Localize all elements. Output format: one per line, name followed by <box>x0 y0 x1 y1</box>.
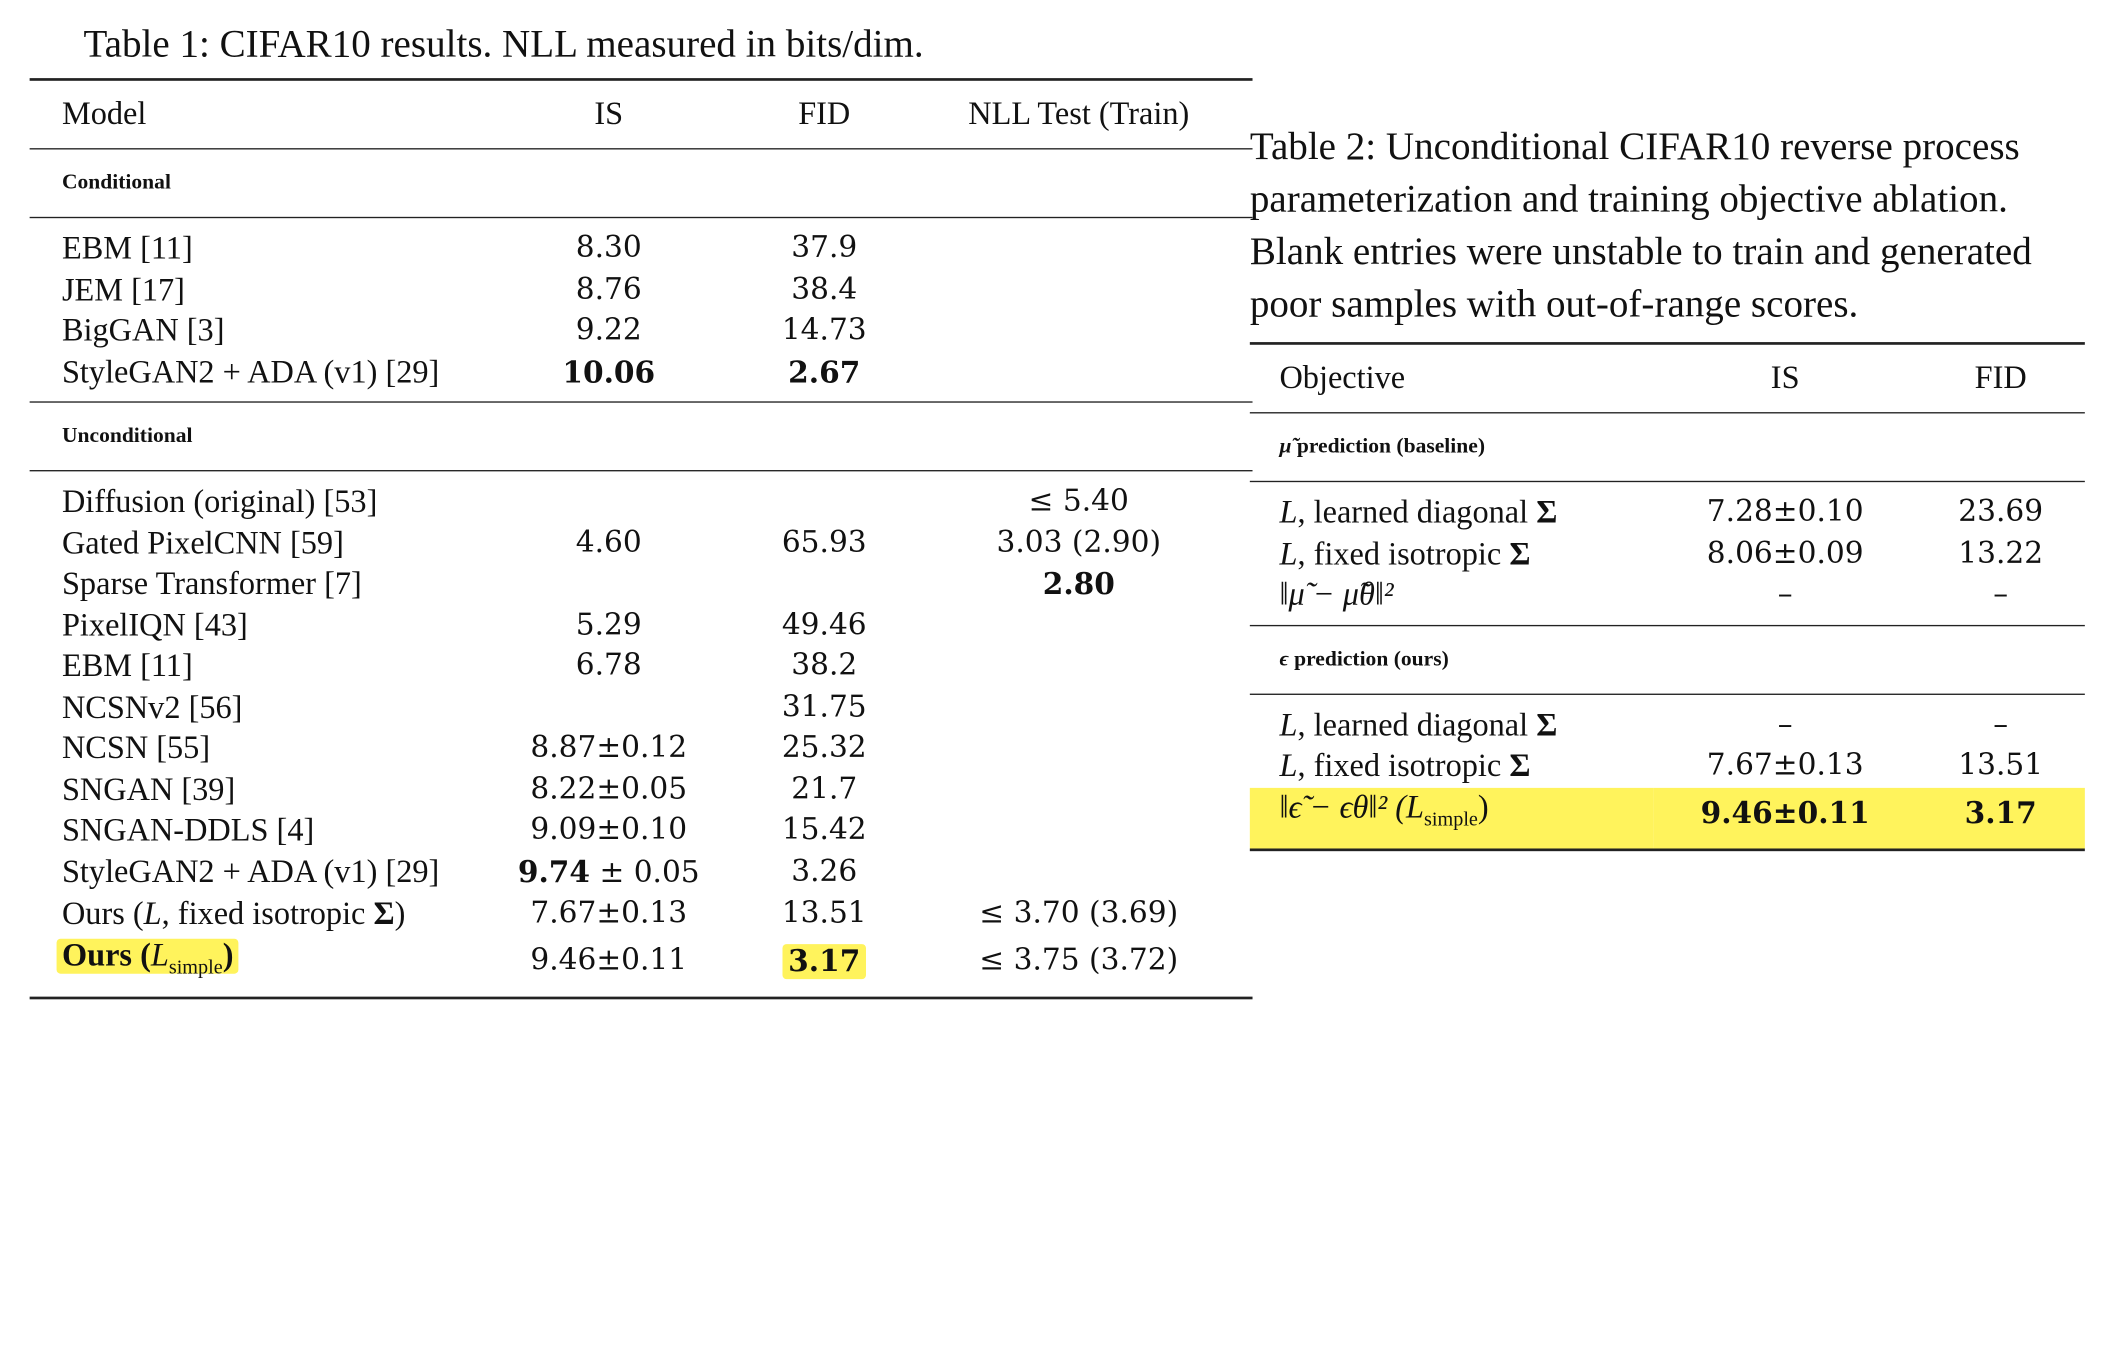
col-header-fid: FID <box>798 96 851 132</box>
table-row: NCSNv2 [56] 31.75 <box>61 690 867 726</box>
table-1-conditional <box>30 218 1253 401</box>
table-1 <box>30 19 1253 999</box>
table-row: ‖μ̃ − μ̃θ‖² – – <box>1279 577 2009 613</box>
section-conditional: Conditional <box>61 171 171 194</box>
table-2-mu <box>1250 482 2085 624</box>
section-eps-prediction: ϵ prediction (ours) <box>1279 647 1449 671</box>
table-row: L, learned diagonal Σ 7.28±0.10 23.69 <box>1279 495 2044 531</box>
table-row-ours-simple: Ours $(L_{simple})$ 9.46±0.11 3.17 ≤ 3.75 (3.72) <box>30 935 1253 996</box>
table-row-eps-simple: ‖ϵ̃ − ϵθ‖² $(L_{simple})$ 9.46±0.11 3.17 <box>1250 787 2085 848</box>
table-row: SNGAN [39] 8.22±0.05 21.7 <box>61 772 858 808</box>
col-header-nll: NLL Test (Train) <box>968 96 1190 132</box>
section-mu-prediction: μ̃ prediction (baseline) <box>1279 435 1485 458</box>
section-unconditional: Unconditional <box>61 424 193 448</box>
table-row: L, fixed isotropic Σ 7.67±0.13 13.51 <box>1279 748 2044 784</box>
table-row: PixelIQN [43] 5.29 49.46 <box>61 608 867 644</box>
table-row: Diffusion (original) [53] ≤ 5.40 <box>61 484 1129 520</box>
table-row: JEM [17] 8.76 38.4 <box>61 272 858 308</box>
highlight-ours-simple: Ours $(L_{simple})$ <box>57 938 239 973</box>
table-row: Sparse Transformer [7] 2.80 <box>61 567 1115 603</box>
table-row: L, learned diagonal Σ – – <box>1279 707 2009 743</box>
table-2-eps <box>1250 694 2085 848</box>
table-row-ours-fixed: Ours (L, fixed isotropic Σ) 7.67±0.13 13.51 ≤ 3.70 (3.69) <box>61 896 1179 932</box>
highlight-fid-317: 3.17 <box>783 944 866 979</box>
col-header-is: IS <box>594 96 624 132</box>
col-header-model: Model <box>61 96 147 132</box>
table-row: StyleGAN2 + ADA (v1) [29] 9.74 ± 0.05 3.26 <box>61 854 858 891</box>
table-row: EBM [11] 8.30 37.9 <box>61 231 858 267</box>
table-row: NCSN [55] 8.87±0.12 25.32 <box>61 731 867 767</box>
table-row: StyleGAN2 + ADA (v1) [29] 10.06 2.67 <box>61 354 861 390</box>
table-1-unconditional <box>30 471 1253 996</box>
col-header-is: IS <box>1770 360 1800 396</box>
table-row: EBM [11] 6.78 38.2 <box>61 649 858 685</box>
table-row: BigGAN [3] 9.22 14.73 <box>61 313 867 349</box>
table-row: Gated PixelCNN [59] 4.60 65.93 3.03 (2.90) <box>61 525 1162 561</box>
col-header-objective: Objective <box>1279 360 1406 396</box>
table-1-header <box>30 81 1253 148</box>
table-row: L, fixed isotropic Σ 8.06±0.09 13.22 <box>1279 536 2044 572</box>
table-2-header <box>1250 345 2085 412</box>
table-2-caption: Table 2: Unconditional CIFAR10 reverse process parameterization and training objective ablation. Blank entries were unstable to train and generated poor samples with out-of-range scores. <box>1249 125 2032 326</box>
col-header-fid: FID <box>1974 360 2027 396</box>
table-2 <box>1250 121 2085 851</box>
table-1-caption: Table 1: CIFAR10 results. NLL measured in bits/dim. <box>83 22 924 66</box>
table-row: SNGAN-DDLS [4] 9.09±0.10 15.42 <box>61 813 867 849</box>
